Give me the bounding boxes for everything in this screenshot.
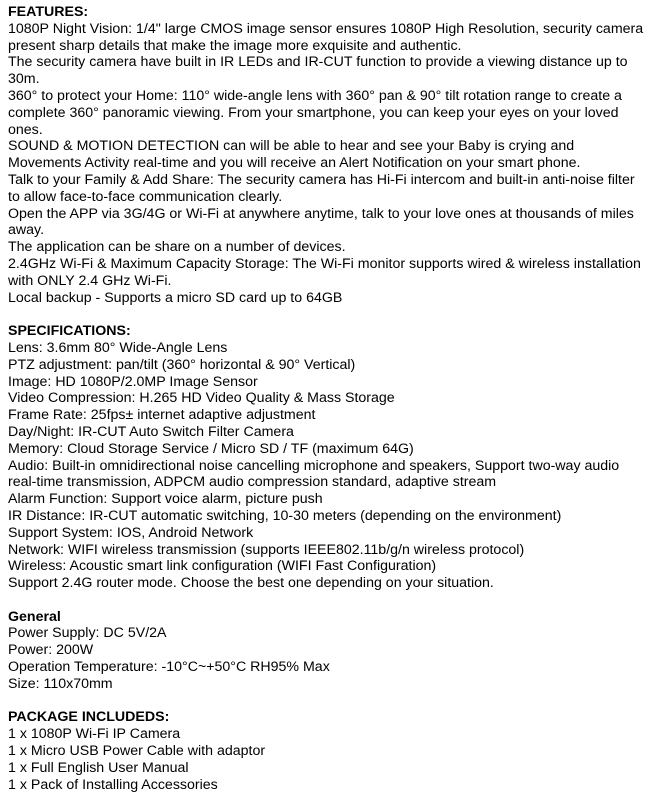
feature-item: The security camera have built in IR LEDs and IR-CUT function to provide a viewing distance up to 30m.: [8, 54, 628, 88]
general-list: [8, 625, 646, 692]
feature-item: 1080P Night Vision: 1/4" large CMOS image sensor ensures 1080P High Resolution, security camera present sharp details that make the image more exquisite and authentic.: [8, 20, 644, 54]
package-item: 1 x Pack of Installing Accessories: [8, 776, 218, 793]
spec-item: Video Compression: H.265 HD Video Quality & Mass Storage: [8, 390, 395, 407]
spec-item: Wireless: Acoustic smart link configuration (WIFI Fast Configuration): [8, 558, 437, 575]
section-spacer: [8, 693, 646, 710]
spec-item: IR Distance: IR-CUT automatic switching, 10-30 meters (depending on the environment): [8, 507, 562, 524]
spec-item: Audio: Built-in omnidirectional noise cancelling microphone and speakers, Support two-way audio real-time transmission, ADPCM audio compression standard, adaptive stream: [8, 457, 620, 491]
package-heading: PACKAGE INCLUDEDS:: [8, 709, 170, 726]
features-list: [8, 21, 646, 307]
specifications-list: [8, 340, 646, 592]
specifications-heading: SPECIFICATIONS:: [8, 323, 131, 340]
feature-item: 2.4GHz Wi-Fi & Maximum Capacity Storage: The Wi-Fi monitor supports wired & wireless installation with ONLY 2.4 GHz Wi-Fi.: [8, 255, 641, 289]
general-heading: General: [8, 608, 61, 625]
feature-item: Local backup - Supports a micro SD card up to 64GB: [8, 289, 343, 306]
section-spacer: [8, 592, 646, 609]
feature-item: Talk to your Family & Add Share: The security camera has Hi-Fi intercom and built-in anti-noise filter to allow face-to-face communication clearly.: [8, 171, 635, 205]
package-item: 1 x 1080P Wi-Fi IP Camera: [8, 726, 181, 743]
spec-item: Support 2.4G router mode. Choose the best one depending on your situation.: [8, 575, 494, 592]
spec-item: Day/Night: IR-CUT Auto Switch Filter Camera: [8, 423, 294, 440]
feature-item: The application can be share on a number of devices.: [8, 239, 346, 256]
spec-item: Network: WIFI wireless transmission (supports IEEE802.11b/g/n wireless protocol): [8, 541, 525, 558]
product-description: [8, 4, 646, 793]
spec-item: Image: HD 1080P/2.0MP Image Sensor: [8, 373, 258, 390]
features-section: [8, 4, 646, 306]
general-section: [8, 609, 646, 693]
spec-item: Alarm Function: Support voice alarm, picture push: [8, 491, 323, 508]
section-spacer: [8, 306, 646, 323]
spec-item: PTZ adjustment: pan/tilt (360° horizontal & 90° Vertical): [8, 356, 356, 373]
spec-item: Lens: 3.6mm 80° Wide-Angle Lens: [8, 339, 228, 356]
feature-item: SOUND & MOTION DETECTION can will be able to hear and see your Baby is crying and Movements Activity real-time and you will receive an Alert Notification on your smart phone.: [8, 138, 581, 172]
spec-item: Frame Rate: 25fps± internet adaptive adjustment: [8, 407, 316, 424]
general-item: Operation Temperature: -10°C~+50°C RH95% Max: [8, 659, 330, 676]
package-item: 1 x Micro USB Power Cable with adaptor: [8, 743, 266, 760]
feature-item: Open the APP via 3G/4G or Wi-Fi at anywhere anytime, talk to your love ones at thousands of miles away.: [8, 205, 634, 239]
package-item: 1 x Full English User Manual: [8, 759, 189, 776]
spec-item: Memory: Cloud Storage Service / Micro SD / TF (maximum 64G): [8, 440, 414, 457]
spec-item: Support System: IOS, Android Network: [8, 524, 254, 541]
features-heading: FEATURES:: [8, 4, 89, 20]
general-item: Power Supply: DC 5V/2A: [8, 625, 167, 642]
package-section: [8, 709, 646, 793]
general-item: Power: 200W: [8, 642, 94, 659]
specifications-section: [8, 323, 646, 592]
package-list: [8, 726, 646, 793]
feature-item: 360° to protect your Home: 110° wide-angle lens with 360° pan & 90° tilt rotation range to create a complete 360° panoramic viewing. From your smartphone, you can keep your eyes on your loved ones.: [8, 87, 622, 138]
general-item: Size: 110x70mm: [8, 675, 113, 692]
